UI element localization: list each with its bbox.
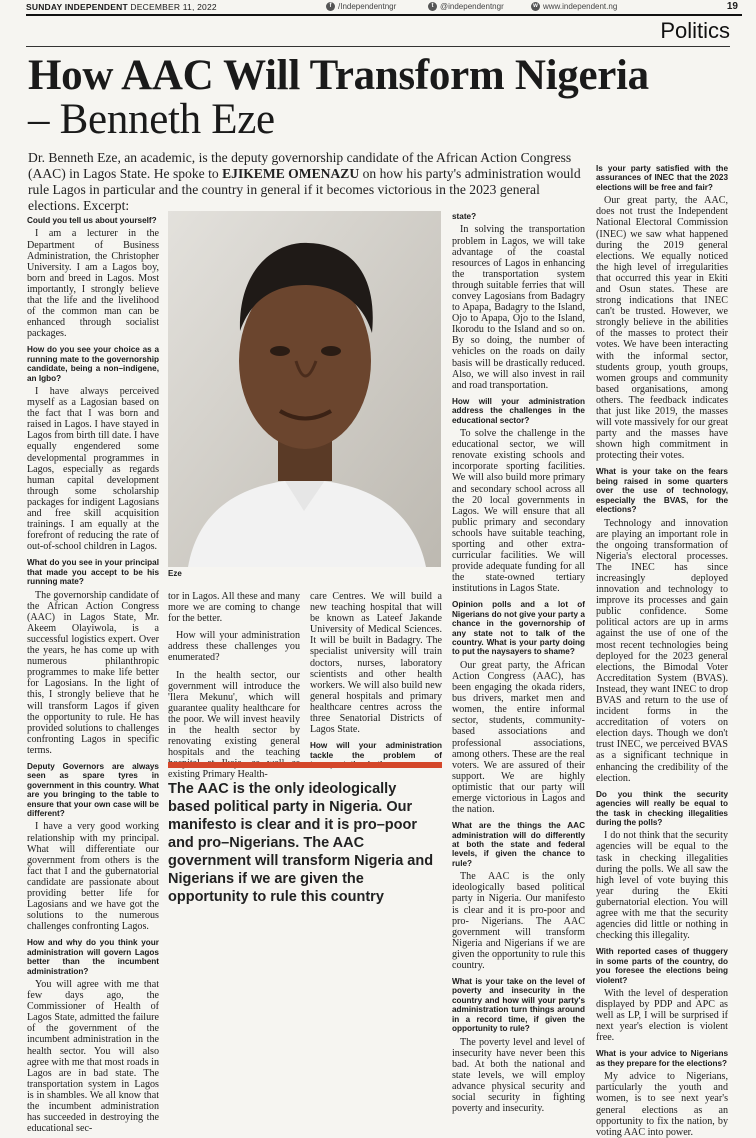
- answer: To solve the challenge in the educational sector, we will renovate existing schools and incorporate sporting facilities. We will also build more primary and secondary school across all the 20 local governments in Lagos. We will ensure that all public primary and secondary schools have suitable teaching, sporting and other extra-curricular facilities. We will provide adequate funding for all the state-owned tertiary institutions in Lagos State.: [452, 428, 585, 595]
- paper-dateline: [26, 2, 217, 12]
- question: How will your administration tackle the problem of: [310, 741, 442, 760]
- question: With reported cases of thuggery in some parts of the country, do you foresee the elections being violent?: [596, 947, 728, 985]
- answer: Our great party, the African Action Congress (AAC), has been engaging the okada riders, bus drivers, market men and women, the entire informal sector, students, community-based associations and professional associations, among others. These are the real voters. We are assured of their support. We are highly optimistic that our party will emerge victorious in Lagos and the nation.: [452, 659, 585, 816]
- question: How will your administration address the challenges in the educational sector?: [452, 396, 585, 425]
- facebook-text: /Independentngr: [338, 2, 397, 11]
- question: What are the things the AAC administration will do differently at both the state and federal levels, if given the chance to rule?: [452, 821, 585, 868]
- pull-quote-bar: [168, 762, 442, 768]
- answer: The poverty level and level of insecurity have never been this bad. At both the national and state levels, we will employ advance physical security and social security in fighting poverty and insecurity.: [452, 1036, 585, 1115]
- section-rule: [26, 46, 730, 47]
- answer: I do not think that the security agencies will be equal to the task in checking illegalities during the polls. We all saw the high level of vote buying this year during the Ekiti gubernatorial election. You will agree with me that the security agencies did little or nothing in checking this illegality.: [596, 830, 728, 942]
- question: Opinion polls and a lot of Nigerians do not give your party a chance in the governorship of any state not to talk of the country. What is your party doing to put the naysayers to shame?: [452, 600, 585, 657]
- website-text: www.independent.ng: [543, 2, 618, 11]
- website-link: [531, 2, 617, 11]
- question: How do you see your choice as a running mate to the governorship candidate, being a non–indigene, an Igbo?: [27, 345, 159, 383]
- answer: With the level of desperation displayed by PDP and APC as well as LP, I will be surprised if next year's election is violent free.: [596, 987, 728, 1044]
- paper-name: SUNDAY INDEPENDENT: [26, 2, 128, 12]
- column-2: [168, 591, 300, 781]
- facebook-icon: f: [326, 2, 335, 11]
- answer: In solving the transportation problem in Lagos, we will take advantage of the coastal resources of Lagos in enhancing the transportation system through suitable ferries that will convey Lagosians from Badagry to Apapa, Badagry to the Island, Ojo to Apapa, Ojo to the Island, Ikorodu to the Island and so on. By so doing, the number of vehicles on the roads on daily basis will be drastically reduced. Also, we will also invest in rail and road transportation.: [452, 224, 585, 391]
- globe-icon: w: [531, 2, 540, 11]
- question-inline: How will your administration address these challenges you enumerated?: [168, 630, 300, 664]
- answer: tor in Lagos. All these and many more we are coming to change for the better.: [168, 591, 300, 625]
- answer: Technology and innovation are playing an important role in the ongoing transformation of Nigeria's electoral processes. The INEC has since increasingly deployed innovation and technology to improve its processes and gain public confidence. Some political actors are up in arms against the use of one of the most recent technologies being deployed for the 2023 general elections, the Bimodal Voter Accreditation System (BVAS). Instead, they want INEC to drop BVAS and return to the use of incident forms in the accreditation of voters on election days. Though we don't trust INEC, we perceived BVAS as a significant technique in enhancing the credibility of the election.: [596, 517, 728, 784]
- question: Is your party satisfied with the assurances of INEC that the 2023 elections will be free and fair?: [596, 164, 728, 192]
- question: Deputy Governors are always seen as spare tyres in government in this country. What are you bringing to the table to ensure that your own case will be different?: [27, 762, 159, 819]
- question: What is your take on the level of poverty and insecurity in the country and how will your party's administration turn things around in a record time, if given the opportunity to rule?: [452, 977, 585, 1034]
- question: Do you think the security agencies will really be equal to the task in checking illegalities during the polls?: [596, 789, 728, 827]
- answer: I have a very good working relationship with my principal. What will differentiate our government from others is the fact that I and the gubernatorial candidate are passionate about providing better life for Lagosians and we have got the solutions to the numerous challenges confronting Lagos.: [27, 821, 159, 933]
- question: What do you see in your principal that made you accept to be his running mate?: [27, 558, 159, 587]
- column-4: [452, 212, 585, 1115]
- question: state?: [452, 212, 477, 221]
- portrait-photo: [168, 211, 441, 567]
- answer: The governorship candidate of the African Action Congress (AAC) in Lagos State, Mr. Akeem Olayiwola, is a successful logistics expert. Over the years, he has come up with numerous philanthropic programmes to make life better for Lagosians. In the light of this, I strongly believe that he will transform Lagos if given the opportunity to rule. He has provided solutions to challenges confronting Lagos in specific terms.: [27, 589, 159, 756]
- question: What is your advice to Nigerians as they prepare for the elections?: [596, 1049, 728, 1068]
- section-label: Politics: [660, 18, 730, 43]
- facebook-handle: [326, 2, 396, 11]
- intro-author: EJIKEME OMENAZU: [222, 166, 360, 181]
- answer: I am a lecturer in the Department of Business Administration, the Christopher University. I am a Lagos boy, born and breed in Lagos. Most importantly, I strongly believe that the life and the livelihood of the common man can be enhanced through socialist packages.: [27, 228, 159, 340]
- intro-text-a: Dr. Benneth Eze, an academic, is the deputy governorship candidate of the African Action Congress (AAC) in Lagos State. He spoke to: [28, 150, 572, 181]
- pull-quote-text: The AAC is the only ideologically based political party in Nigeria. Our manifesto is clear and it is pro–poor and pro–Nigerians. The AAC government will transform Nigeria and Nigerians if we are given the opportunity to rule this country: [168, 781, 434, 905]
- headline-line-2: – Benneth Eze: [28, 96, 275, 143]
- article-intro: [28, 150, 593, 214]
- answer: I have always perceived myself as a Lagosian based on the fact that I was born and raised in Lagos. I have stayed in Lagos from birth till date. I have equally engendered some developmental programmes in Lagos, especially as regards human capital development through some scholarship packages for indigent Lagosians and free skill acquisition trainings. I am equally at the forefront of reducing the rate of out-of-school children in Lagos.: [27, 385, 159, 553]
- intro-text-b: on how his party's administration would rule Lagos in particular and the country in general if it becomes victorious in the 2023 general elections. Excerpt:: [28, 166, 581, 213]
- answer: Our great party, the AAC, does not trust the Independent National Electoral Commission (INEC) we saw what happened during the 2019 general elections. We equally noticed the high level of irregularities that occurred this year in Ekiti and Osun states. These are strong indications that INEC can't be trusted. However, we strongly believe in the abilities of the masses to protect their votes. We have been interacting with the informal sector, students group, youth groups, women groups and community based organisations, among others. The feedback indicates that just like 2019, the masses will vote massively for our great party and the masses have shown high commitment in protecting their votes.: [596, 195, 728, 462]
- answer: care Centres. We will build a new teaching hospital that will be known as Lateef Jakande University of Medical Sciences. It will be built in Badagry. The specialist university will train doctors, nurses, laboratory scientists and other health workers. We will also build new general hospitals and primary healthcare centres across the three Senatorial Districts of Lagos State.: [310, 591, 442, 736]
- column-3: [310, 591, 442, 760]
- column-5: [596, 164, 728, 1138]
- pull-quote: [168, 762, 442, 914]
- headline: [28, 54, 728, 142]
- answer: My advice to Nigerians, particularly the youth and women, is to see next year's general elections as an opportunity to fix the nation, by voting AAC into power.: [596, 1071, 728, 1138]
- answer: The AAC is the only ideologically based political party in Nigeria. Our manifesto is clear and it is pro-poor and pro- Nigerians. The AAC government will transform Nigeria and Nigerians if we are given the opportunity to rule this country.: [452, 871, 585, 971]
- issue-date: DECEMBER 11, 2022: [130, 2, 217, 12]
- portrait-illustration: [168, 211, 441, 567]
- masthead-bar: [26, 0, 742, 14]
- answer: In the health sector, our government will introduce the 'Ilera Mekunu', which will guarantee quality healthcare for the poor. We will invest heavily in the health sector by renovating existing general hospitals and the teaching existing Primary Health-: [168, 669, 300, 781]
- question: How and why do you think your administration will govern Lagos better than the incumbent administration?: [27, 938, 159, 976]
- answer: You will agree with me that few days ago, the Commissioner of Health of Lagos State, admitted the failure of the government of the incumbent administration in the health sector. You will also agree with me that most roads in Lagos are in bad state. The transportation system in Lagos is in shambles. We all know that the incumbent administration has succeeded in destroying the educational sec-: [27, 979, 159, 1135]
- column-1: [27, 212, 159, 1135]
- top-rule: [26, 14, 742, 16]
- twitter-icon: t: [428, 2, 437, 11]
- photo-caption: Eze: [168, 569, 182, 578]
- twitter-text: @independentngr: [440, 2, 504, 11]
- twitter-handle: [428, 2, 504, 11]
- headline-line-1: How AAC Will Transform Nigeria: [28, 52, 649, 99]
- question: What is your take on the fears being raised in some quarters over the use of technology, especially the BVAS, for the elections?: [596, 467, 728, 515]
- page-number: 19: [726, 1, 738, 12]
- question: Could you tell us about yourself?: [27, 216, 157, 225]
